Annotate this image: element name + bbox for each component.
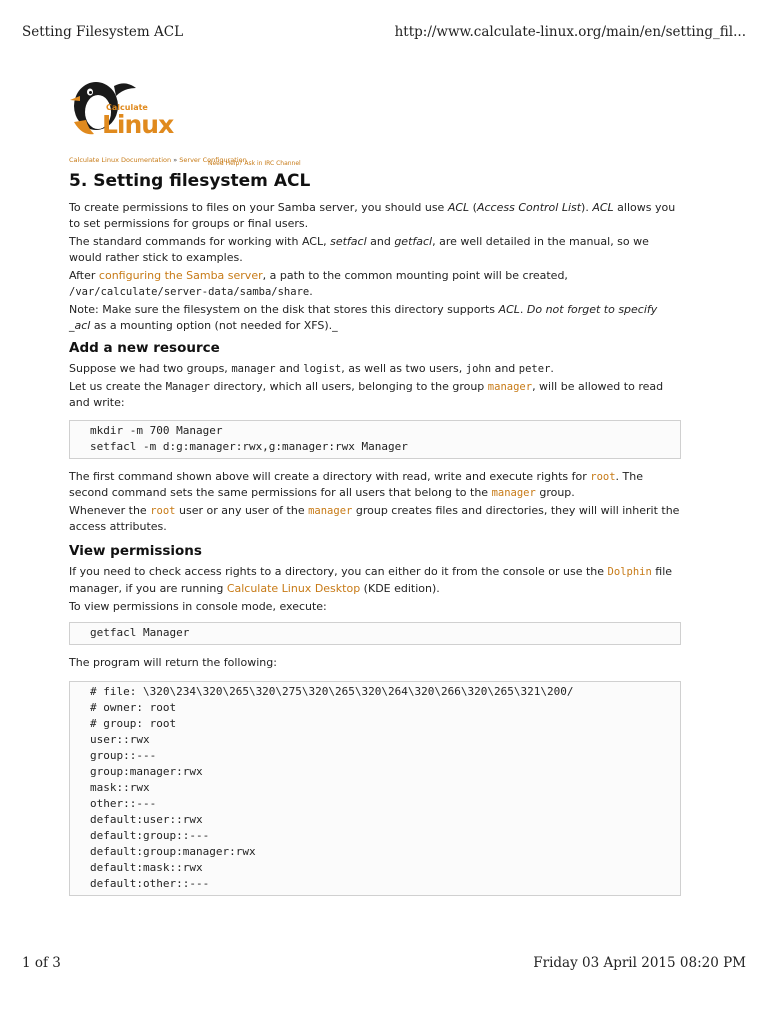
breadcrumb-separator: » (173, 156, 178, 164)
samba-config-link[interactable]: configuring the Samba server (98, 268, 263, 282)
add-resource-paragraph-4: Whenever the root user or any user of the manager group creates files and directories, they will will inherit the access attributes. (69, 503, 680, 533)
code-block-getfacl: getfacl Manager (69, 622, 681, 645)
logo-big-text: Linux (102, 110, 174, 139)
view-permissions-paragraph-2: To view permissions in console mode, execute: (69, 600, 327, 613)
site-logo[interactable] (66, 76, 174, 140)
breadcrumb-docs-link[interactable]: Calculate Linux Documentation (69, 156, 172, 164)
print-footer (22, 955, 746, 973)
output-line: default:mask::rwx (90, 861, 203, 874)
irc-help-link[interactable]: Need Help? Ask in IRC Channel (208, 160, 301, 167)
print-header (22, 24, 746, 42)
heading-add-resource: Add a new resource (69, 339, 220, 356)
page-counter: 1 of 3 (22, 955, 61, 971)
root-link[interactable]: root (590, 470, 616, 483)
code-block-getfacl-output (69, 681, 681, 896)
view-permissions-paragraph-3: The program will return the following: (69, 655, 277, 669)
output-line: group::--- (90, 749, 157, 762)
intro-note: Note: Make sure the filesystem on the disk that stores this directory supports ACL. Do not forget to specify _acl as a mounting option (not needed for XFS)._ (69, 302, 658, 332)
share-path: /var/calculate/server-data/samba/share (69, 286, 310, 298)
add-resource-paragraph-1: Suppose we had two groups, manager and logist, as well as two users, john and peter. (69, 362, 554, 375)
print-header-url: http://www.calculate-linux.org/main/en/setting_fil... (394, 24, 746, 40)
manager-group-link[interactable]: manager (487, 380, 533, 393)
intro-paragraph-2: The standard commands for working with ACL, setfacl and getfacl, are well detailed in the manual, so we would rather stick to examples. (69, 234, 649, 264)
code-block-create-dir: mkdir -m 700 Manager setfacl -m d:g:manager:rwx,g:manager:rwx Manager (69, 420, 681, 459)
article (69, 170, 681, 906)
manager-link-2[interactable]: manager (308, 504, 353, 517)
output-line: user::rwx (90, 733, 150, 746)
output-line: default:user::rwx (90, 813, 203, 826)
output-line: default:group:manager:rwx (90, 845, 256, 858)
add-resource-paragraph-2: Let us create the Manager directory, which all users, belonging to the group manager, will be allowed to read and write: (69, 379, 664, 409)
output-line: # owner: root (90, 701, 177, 714)
output-line: # file: \320\234\320\265\320\275\320\265\320\264\320\266\320\265\321\200/ (90, 685, 574, 698)
manager-link[interactable]: manager (491, 487, 536, 499)
output-line: mask::rwx (90, 781, 150, 794)
output-line: group:manager:rwx (90, 765, 203, 778)
output-line: default:other::--- (90, 877, 210, 890)
page-title: 5. Setting filesystem ACL (69, 171, 311, 191)
root-link-2[interactable]: root (150, 504, 176, 517)
print-date: Friday 03 April 2015 08:20 PM (533, 955, 746, 971)
add-resource-paragraph-3: The first command shown above will create a directory with read, write and execute rights for root. The second command sets the same permissions for all users that belong to the manager group. (69, 469, 643, 499)
view-permissions-paragraph-1: If you need to check access rights to a directory, you can either do it from the console or use the Dolphin file manager, if you are running Calculate Linux Desktop (KDE edition). (69, 565, 673, 595)
dolphin-link[interactable]: Dolphin (607, 566, 652, 578)
print-header-title: Setting Filesystem ACL (22, 24, 184, 40)
logo-small-text: Calculate (106, 103, 148, 112)
output-line: default:group::--- (90, 829, 210, 842)
output-line: other::--- (90, 797, 157, 810)
heading-view-permissions: View permissions (69, 542, 202, 559)
breadcrumb-server-config-link[interactable]: Server Configuration (179, 156, 247, 164)
intro-paragraph-3: After configuring the Samba server, a path to the common mounting point will be created, /var/calculate/server-data/samba/share. (69, 268, 568, 298)
calculate-desktop-link[interactable]: Calculate Linux Desktop (226, 581, 361, 595)
intro-paragraph-1: To create permissions to files on your Samba server, you should use ACL (Access Control List). ACL allows you to set permissions for groups or final users. (69, 200, 676, 230)
output-line: # group: root (90, 717, 177, 730)
